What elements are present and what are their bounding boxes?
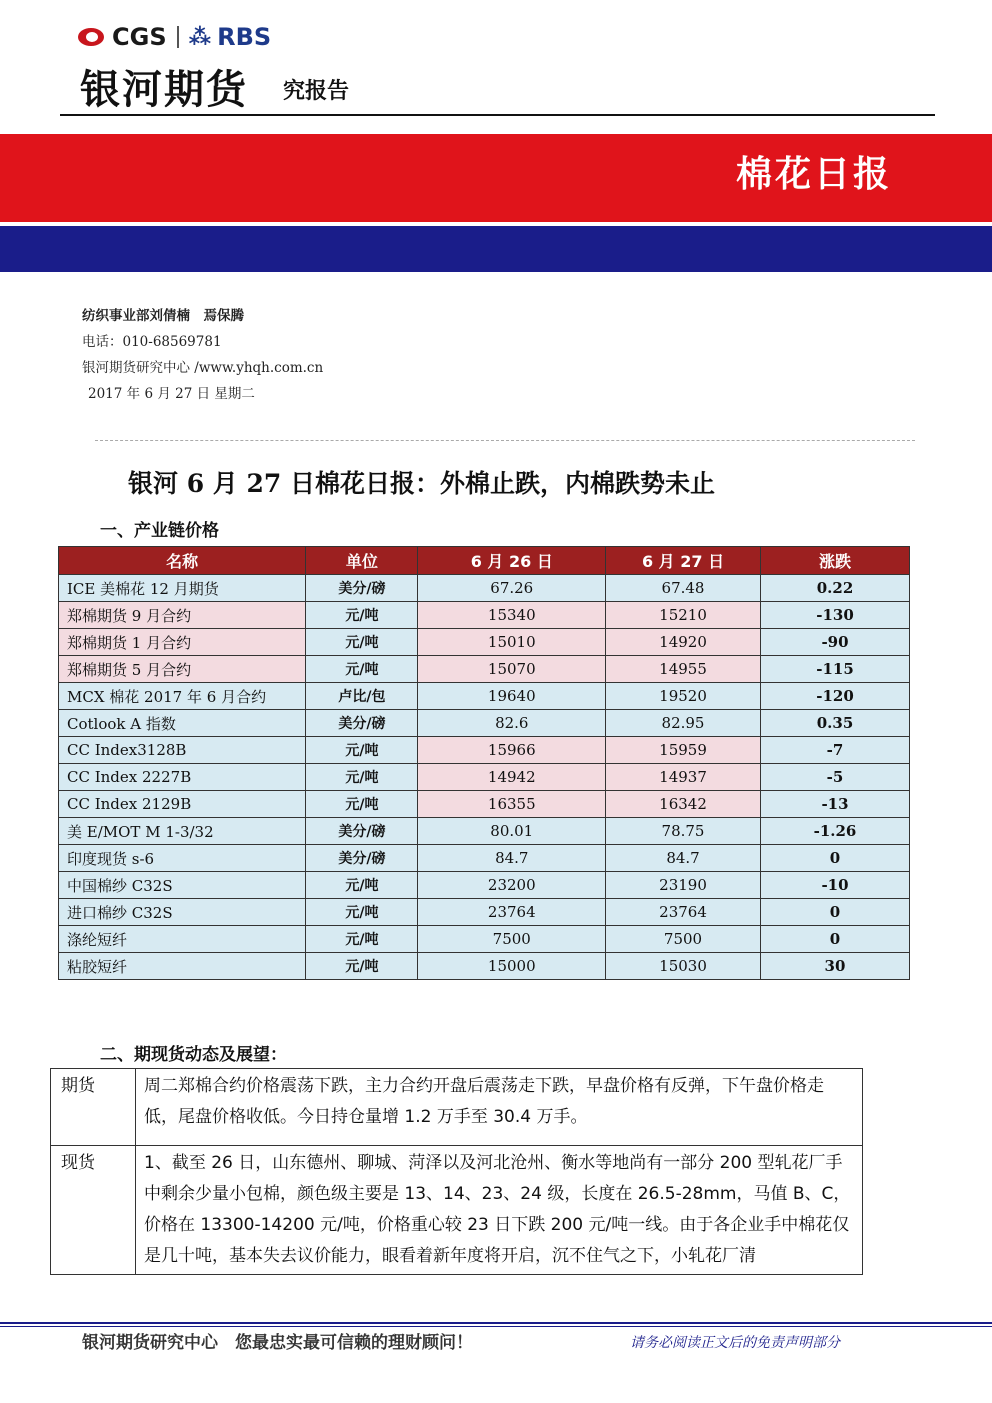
row-value-date2: 23764 [606,899,761,926]
row-name: 涤纶短纤 [59,926,306,953]
row-change: -7 [760,737,909,764]
cgs-logo-icon [78,25,106,49]
futures-row [51,1069,863,1146]
table-row [59,629,910,656]
logo-cgs-text: CGS [112,23,167,51]
phone: 电话：010-68569781 [82,334,222,350]
authors: 纺织事业部刘倩楠 焉保腾 [82,308,244,324]
research-center: 银河期货研究中心 /www.yhqh.com.cn [82,360,324,376]
table-row [59,656,910,683]
main-title: 银河 6 月 27 日棉花日报：外棉止跌，内棉跌势未止 [128,469,716,498]
row-unit: 元/吨 [306,764,418,791]
spot-text: 1、截至 26 日，山东德州、聊城、菏泽以及河北沧州、衡水等地尚有一部分 200 型轧花厂手中剩余少量小包棉，颜色级主要是 13、14、23、24 级，长度在 26.5-28mm，马值 B、C，价格在 13300-14200 元/吨，价格重心较 23 日下跌 200 元/吨一线。由于各企业手中棉花仅是几十吨，基本失去议价能力，眼看着新年度将开启，沉不住气之下，小轧花厂清 [136,1146,863,1275]
row-value-date2: 67.48 [606,575,761,602]
table-row [59,818,910,845]
row-unit: 元/吨 [306,737,418,764]
row-unit: 美分/磅 [306,575,418,602]
row-name: 郑棉期货 5 月合约 [59,656,306,683]
row-unit: 元/吨 [306,791,418,818]
dynamics-table [50,1068,863,1275]
row-value-date1: 23764 [418,899,606,926]
row-change: -120 [760,683,909,710]
row-value-date2: 16342 [606,791,761,818]
row-unit: 美分/磅 [306,818,418,845]
dashed-divider [95,440,915,441]
row-change: -1.26 [760,818,909,845]
col-date2: 6 月 27 日 [606,547,761,575]
row-change: -115 [760,656,909,683]
col-name: 名称 [59,547,306,575]
row-unit: 美分/磅 [306,845,418,872]
row-change: 0 [760,899,909,926]
table-row [59,791,910,818]
row-value-date2: 23190 [606,872,761,899]
row-value-date2: 15959 [606,737,761,764]
table-row [59,737,910,764]
blue-banner [0,226,992,272]
futures-text: 周二郑棉合约价格震荡下跌，主力合约开盘后震荡走下跌，早盘价格有反弹，下午盘价格走低，尾盘价格收低。今日持仓量增 1.2 万手至 30.4 万手。 [136,1069,863,1146]
row-value-date1: 16355 [418,791,606,818]
row-unit: 元/吨 [306,629,418,656]
row-change: -13 [760,791,909,818]
table-row [59,710,910,737]
row-name: ICE 美棉花 12 月期货 [59,575,306,602]
row-value-date1: 67.26 [418,575,606,602]
report-date: 2017 年 6 月 27 日 星期二 [88,386,255,402]
table-row [59,953,910,980]
spot-label: 现货 [51,1146,136,1275]
row-value-date2: 14955 [606,656,761,683]
row-change: 0.35 [760,710,909,737]
logo-rbs-text: RBS [217,23,272,51]
row-value-date2: 15030 [606,953,761,980]
section-1-title: 一、产业链价格 [100,521,219,541]
row-change: -5 [760,764,909,791]
report-title: 棉花日报 [735,154,892,195]
table-row [59,764,910,791]
row-name: 进口棉纱 C32S [59,899,306,926]
futures-label: 期货 [51,1069,136,1146]
table-row [59,845,910,872]
row-value-date2: 14920 [606,629,761,656]
row-unit: 元/吨 [306,656,418,683]
row-value-date2: 15210 [606,602,761,629]
rbs-logo-icon: ⁂ [188,24,212,50]
row-name: CC Index 2227B [59,764,306,791]
logo-separator [177,26,179,48]
brand-subtitle: 究报告 [283,79,350,104]
row-unit: 元/吨 [306,602,418,629]
footer-disclaimer: 请务必阅读正文后的免责声明部分 [630,1335,840,1351]
header-divider [60,114,935,116]
row-value-date1: 15966 [418,737,606,764]
company-logo [78,22,271,52]
price-table [58,546,910,980]
row-value-date2: 82.95 [606,710,761,737]
row-unit: 元/吨 [306,899,418,926]
row-value-date1: 15070 [418,656,606,683]
row-value-date1: 7500 [418,926,606,953]
footer-divider [0,1322,992,1324]
section-2-title: 二、期现货动态及展望： [100,1045,287,1065]
row-value-date1: 84.7 [418,845,606,872]
row-value-date1: 80.01 [418,818,606,845]
row-change: 0.22 [760,575,909,602]
row-value-date2: 14937 [606,764,761,791]
row-unit: 元/吨 [306,872,418,899]
row-name: 郑棉期货 1 月合约 [59,629,306,656]
table-row [59,926,910,953]
col-unit: 单位 [306,547,418,575]
row-unit: 元/吨 [306,953,418,980]
row-change: 30 [760,953,909,980]
row-value-date1: 15010 [418,629,606,656]
row-change: 0 [760,926,909,953]
row-value-date2: 78.75 [606,818,761,845]
row-name: 郑棉期货 9 月合约 [59,602,306,629]
row-name: 印度现货 s-6 [59,845,306,872]
row-change: -90 [760,629,909,656]
row-value-date2: 19520 [606,683,761,710]
row-change: -10 [760,872,909,899]
col-change: 涨跌 [760,547,909,575]
price-table-header [59,547,910,575]
row-name: CC Index3128B [59,737,306,764]
row-name: MCX 棉花 2017 年 6 月合约 [59,683,306,710]
table-row [59,872,910,899]
row-value-date1: 19640 [418,683,606,710]
table-row [59,683,910,710]
spot-row [51,1146,863,1275]
row-name: CC Index 2129B [59,791,306,818]
row-name: 美 E/MOT M 1-3/32 [59,818,306,845]
row-value-date1: 14942 [418,764,606,791]
row-unit: 元/吨 [306,926,418,953]
row-unit: 美分/磅 [306,710,418,737]
row-value-date1: 15340 [418,602,606,629]
row-value-date1: 15000 [418,953,606,980]
row-name: 粘胶短纤 [59,953,306,980]
col-date1: 6 月 26 日 [418,547,606,575]
table-row [59,575,910,602]
brand-name: 银河期货 [80,67,248,113]
row-change: -130 [760,602,909,629]
row-name: 中国棉纱 C32S [59,872,306,899]
row-value-date1: 23200 [418,872,606,899]
row-value-date2: 84.7 [606,845,761,872]
row-name: Cotlook A 指数 [59,710,306,737]
row-value-date1: 82.6 [418,710,606,737]
table-row [59,602,910,629]
table-row [59,899,910,926]
row-value-date2: 7500 [606,926,761,953]
row-unit: 卢比/包 [306,683,418,710]
row-change: 0 [760,845,909,872]
footer-slogan: 银河期货研究中心 您最忠实最可信赖的理财顾问！ [82,1333,473,1353]
